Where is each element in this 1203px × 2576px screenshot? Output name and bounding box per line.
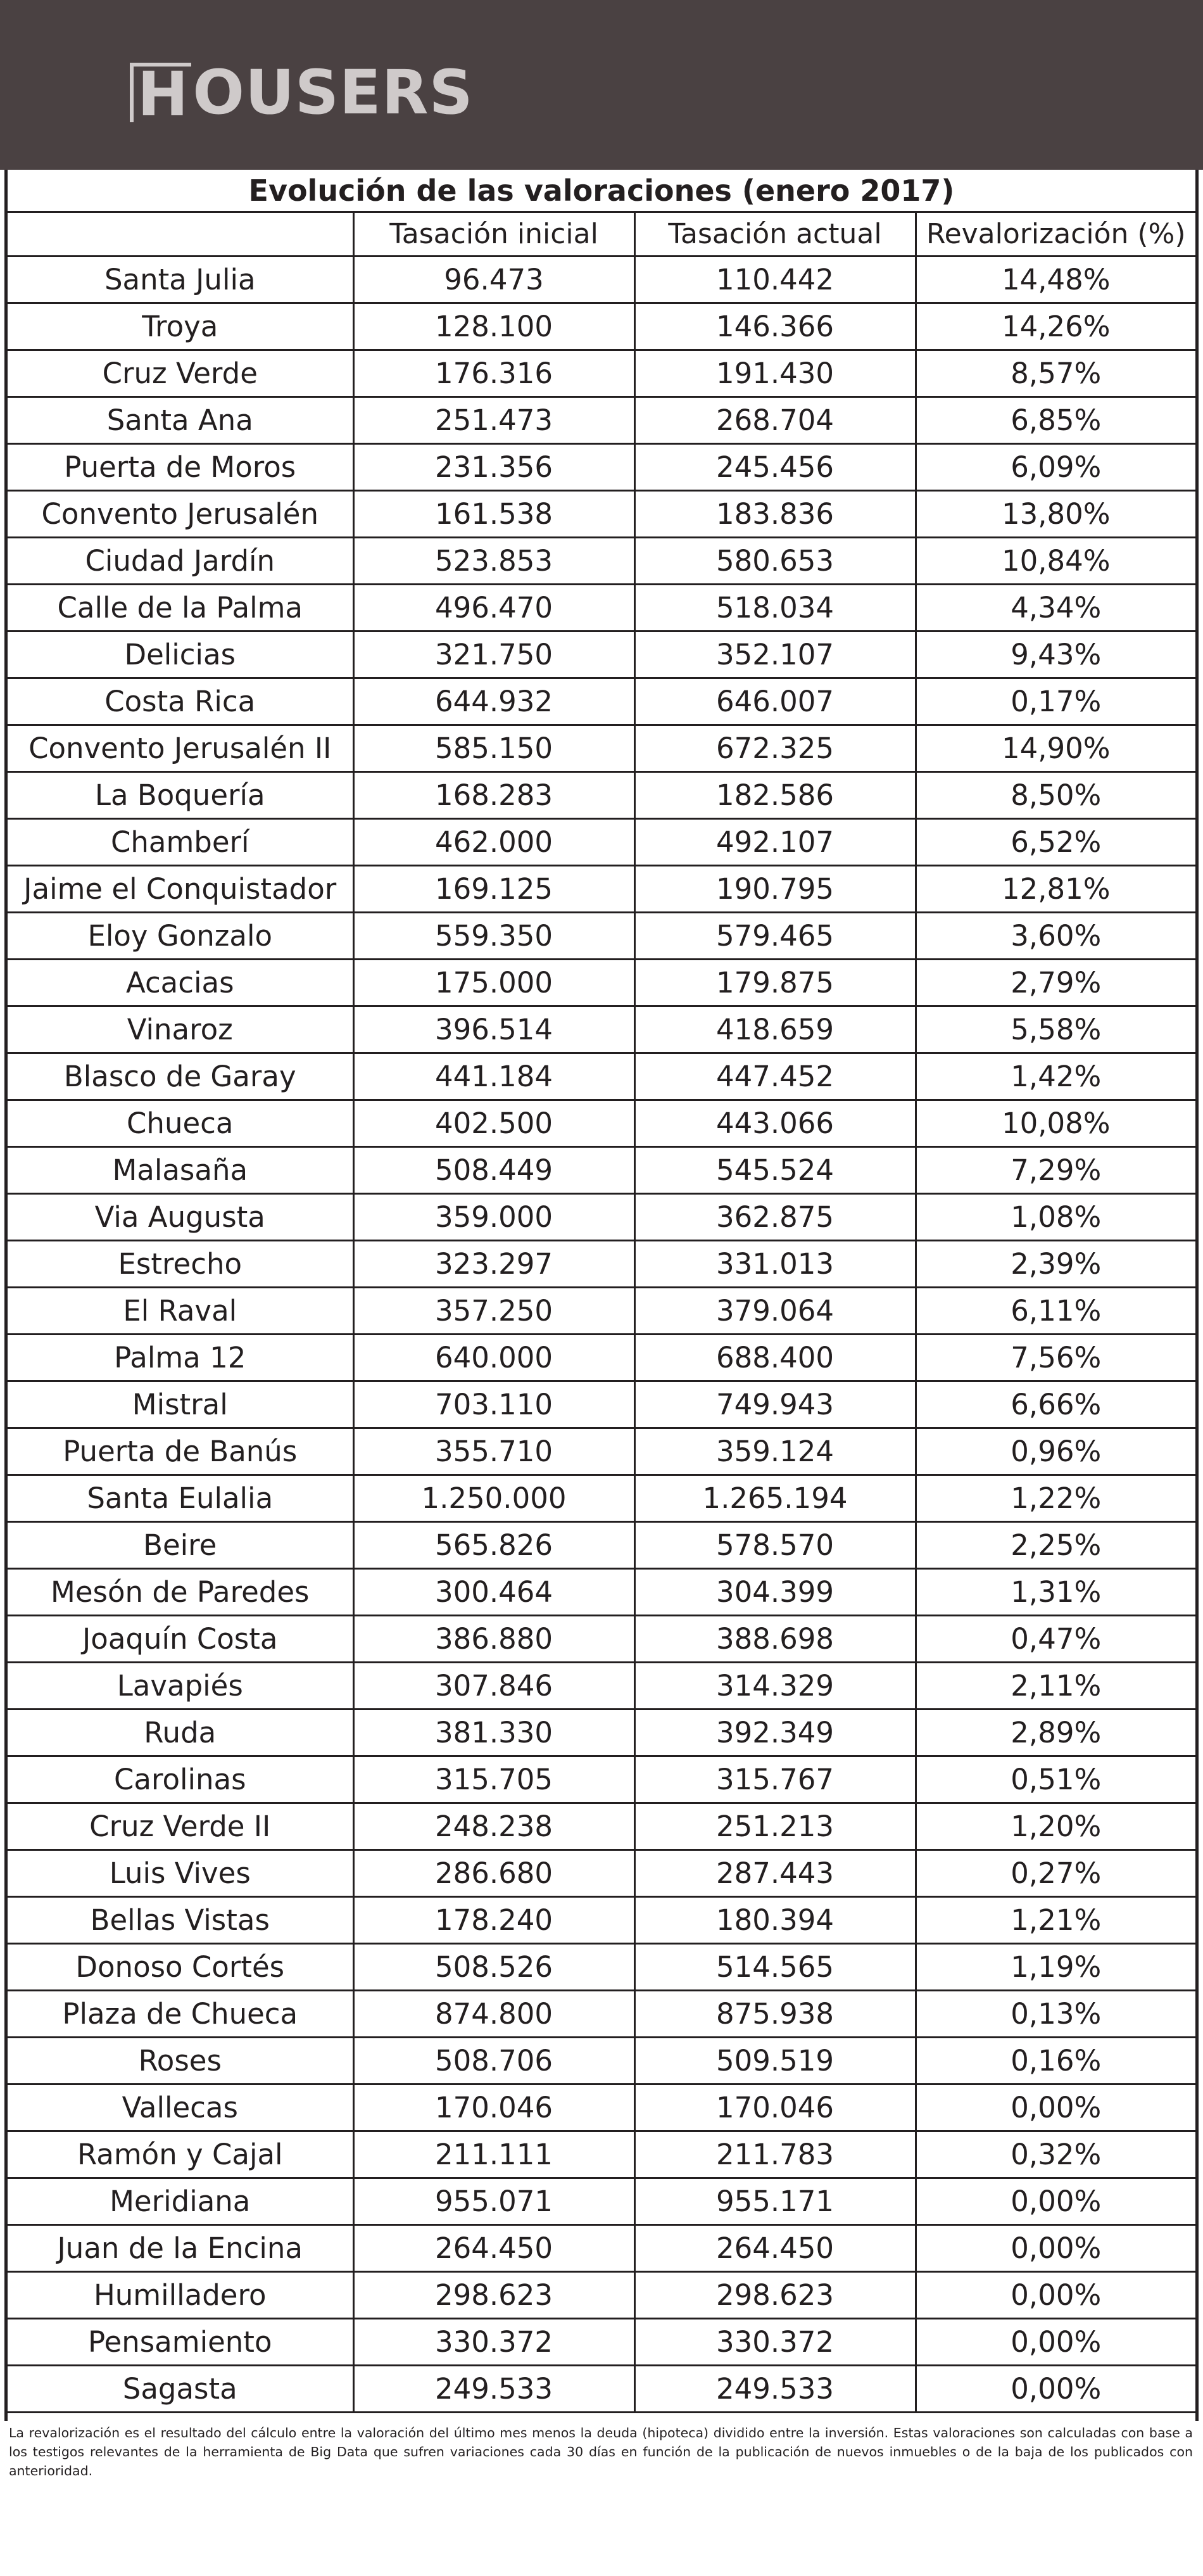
revaluation-cell: 10,08%: [916, 1100, 1195, 1146]
revaluation-cell: 6,66%: [916, 1381, 1195, 1428]
revaluation-cell: 0,27%: [916, 1850, 1195, 1896]
property-name-cell: Pensamiento: [8, 2318, 353, 2365]
column-header-current-valuation: Tasación actual: [634, 213, 916, 256]
table-row: [8, 2131, 1195, 2178]
property-name-cell: Donoso Cortés: [8, 1943, 353, 1990]
revaluation-cell: 14,90%: [916, 725, 1195, 771]
table-row: [8, 303, 1195, 350]
property-name-cell: Joaquín Costa: [8, 1615, 353, 1662]
revaluation-cell: 6,09%: [916, 443, 1195, 490]
initial-valuation-cell: 381.330: [353, 1709, 634, 1756]
bottom-margin: [0, 2527, 1203, 2576]
revaluation-cell: 1,31%: [916, 1568, 1195, 1615]
table-row: [8, 1100, 1195, 1146]
current-valuation-cell: 579.465: [634, 912, 916, 959]
revaluation-cell: 7,56%: [916, 1334, 1195, 1381]
logo-rest: OUSERS: [192, 56, 474, 128]
current-valuation-cell: 251.213: [634, 1803, 916, 1850]
property-name-cell: Cruz Verde: [8, 350, 353, 397]
table-row: [8, 1896, 1195, 1943]
valuations-table: [8, 213, 1195, 2413]
property-name-cell: Delicias: [8, 631, 353, 678]
revaluation-cell: 7,29%: [916, 1146, 1195, 1193]
revaluation-cell: 0,47%: [916, 1615, 1195, 1662]
property-name-cell: Vallecas: [8, 2084, 353, 2131]
table-row: [8, 1475, 1195, 1521]
table-row: [8, 1662, 1195, 1709]
revaluation-cell: 8,57%: [916, 350, 1195, 397]
initial-valuation-cell: 161.538: [353, 490, 634, 537]
housers-logo: [130, 56, 474, 129]
revaluation-cell: 6,52%: [916, 818, 1195, 865]
current-valuation-cell: 331.013: [634, 1240, 916, 1287]
current-valuation-cell: 352.107: [634, 631, 916, 678]
revaluation-cell: 9,43%: [916, 631, 1195, 678]
revaluation-cell: 14,48%: [916, 256, 1195, 303]
current-valuation-cell: 447.452: [634, 1053, 916, 1100]
property-name-cell: Bellas Vistas: [8, 1896, 353, 1943]
column-header-property: [8, 213, 353, 256]
property-name-cell: Via Augusta: [8, 1193, 353, 1240]
property-name-cell: Mistral: [8, 1381, 353, 1428]
current-valuation-cell: 268.704: [634, 397, 916, 443]
current-valuation-cell: 672.325: [634, 725, 916, 771]
initial-valuation-cell: 396.514: [353, 1006, 634, 1053]
table-body: [8, 256, 1195, 2412]
table-row: [8, 256, 1195, 303]
revaluation-cell: 1,21%: [916, 1896, 1195, 1943]
revaluation-cell: 14,26%: [916, 303, 1195, 350]
revaluation-cell: 2,25%: [916, 1521, 1195, 1568]
revaluation-cell: 0,32%: [916, 2131, 1195, 2178]
initial-valuation-cell: 169.125: [353, 865, 634, 912]
property-name-cell: Santa Ana: [8, 397, 353, 443]
table-row: [8, 1568, 1195, 1615]
current-valuation-cell: 170.046: [634, 2084, 916, 2131]
current-valuation-cell: 180.394: [634, 1896, 916, 1943]
revaluation-cell: 1,20%: [916, 1803, 1195, 1850]
property-name-cell: Chamberí: [8, 818, 353, 865]
table-row: [8, 584, 1195, 631]
current-valuation-cell: 518.034: [634, 584, 916, 631]
current-valuation-cell: 443.066: [634, 1100, 916, 1146]
initial-valuation-cell: 249.533: [353, 2365, 634, 2412]
revaluation-cell: 0,13%: [916, 1990, 1195, 2037]
table-row: [8, 1146, 1195, 1193]
table-row: [8, 771, 1195, 818]
initial-valuation-cell: 559.350: [353, 912, 634, 959]
property-name-cell: Juan de la Encina: [8, 2224, 353, 2271]
property-name-cell: Carolinas: [8, 1756, 353, 1803]
property-name-cell: Plaza de Chueca: [8, 1990, 353, 2037]
initial-valuation-cell: 640.000: [353, 1334, 634, 1381]
revaluation-cell: 2,39%: [916, 1240, 1195, 1287]
current-valuation-cell: 362.875: [634, 1193, 916, 1240]
initial-valuation-cell: 508.526: [353, 1943, 634, 1990]
property-name-cell: Calle de la Palma: [8, 584, 353, 631]
table-row: [8, 1287, 1195, 1334]
initial-valuation-cell: 168.283: [353, 771, 634, 818]
current-valuation-cell: 492.107: [634, 818, 916, 865]
column-header-initial-valuation: Tasación inicial: [353, 213, 634, 256]
property-name-cell: Santa Eulalia: [8, 1475, 353, 1521]
initial-valuation-cell: 585.150: [353, 725, 634, 771]
property-name-cell: Lavapiés: [8, 1662, 353, 1709]
revaluation-cell: 6,11%: [916, 1287, 1195, 1334]
revaluation-cell: 0,00%: [916, 2365, 1195, 2412]
current-valuation-cell: 388.698: [634, 1615, 916, 1662]
footnote: La revalorización es el resultado del cálculo entre la valoración del último mes menos la deuda (hipoteca) dividido entre la inversión. Estas valoraciones son calculadas con base a los testigos relevantes de la herramienta de Big Data que sufren variaciones cada 30 días en función de la publicación de nuevos inmuebles o de la baja de los publicados con anterioridad.: [9, 2425, 1193, 2478]
property-name-cell: Estrecho: [8, 1240, 353, 1287]
table-row: [8, 1381, 1195, 1428]
current-valuation-cell: 314.329: [634, 1662, 916, 1709]
table-row: [8, 631, 1195, 678]
current-valuation-cell: 359.124: [634, 1428, 916, 1475]
table-row: [8, 1803, 1195, 1850]
property-name-cell: Jaime el Conquistador: [8, 865, 353, 912]
current-valuation-cell: 146.366: [634, 303, 916, 350]
initial-valuation-cell: 359.000: [353, 1193, 634, 1240]
current-valuation-cell: 179.875: [634, 959, 916, 1006]
initial-valuation-cell: 330.372: [353, 2318, 634, 2365]
current-valuation-cell: 315.767: [634, 1756, 916, 1803]
revaluation-cell: 0,00%: [916, 2318, 1195, 2365]
table-row: [8, 443, 1195, 490]
table-row: [8, 1053, 1195, 1100]
revaluation-cell: 0,00%: [916, 2084, 1195, 2131]
table-row: [8, 678, 1195, 725]
current-valuation-cell: 955.171: [634, 2178, 916, 2224]
valuations-table-container: [4, 170, 1199, 2421]
table-row: [8, 1193, 1195, 1240]
table-row: [8, 818, 1195, 865]
revaluation-cell: 5,58%: [916, 1006, 1195, 1053]
initial-valuation-cell: 248.238: [353, 1803, 634, 1850]
property-name-cell: Troya: [8, 303, 353, 350]
table-row: [8, 912, 1195, 959]
table-row: [8, 2037, 1195, 2084]
property-name-cell: Humilladero: [8, 2271, 353, 2318]
property-name-cell: Malasaña: [8, 1146, 353, 1193]
initial-valuation-cell: 508.706: [353, 2037, 634, 2084]
property-name-cell: Ramón y Cajal: [8, 2131, 353, 2178]
table-row: [8, 1615, 1195, 1662]
initial-valuation-cell: 176.316: [353, 350, 634, 397]
revaluation-cell: 1,42%: [916, 1053, 1195, 1100]
table-row: [8, 1240, 1195, 1287]
initial-valuation-cell: 128.100: [353, 303, 634, 350]
initial-valuation-cell: 386.880: [353, 1615, 634, 1662]
initial-valuation-cell: 231.356: [353, 443, 634, 490]
initial-valuation-cell: 211.111: [353, 2131, 634, 2178]
initial-valuation-cell: 955.071: [353, 2178, 634, 2224]
table-row: [8, 2084, 1195, 2131]
initial-valuation-cell: 286.680: [353, 1850, 634, 1896]
current-valuation-cell: 509.519: [634, 2037, 916, 2084]
current-valuation-cell: 298.623: [634, 2271, 916, 2318]
property-name-cell: El Raval: [8, 1287, 353, 1334]
current-valuation-cell: 264.450: [634, 2224, 916, 2271]
current-valuation-cell: 245.456: [634, 443, 916, 490]
table-row: [8, 2271, 1195, 2318]
property-name-cell: Ciudad Jardín: [8, 537, 353, 584]
current-valuation-cell: 418.659: [634, 1006, 916, 1053]
current-valuation-cell: 688.400: [634, 1334, 916, 1381]
initial-valuation-cell: 175.000: [353, 959, 634, 1006]
property-name-cell: Chueca: [8, 1100, 353, 1146]
initial-valuation-cell: 496.470: [353, 584, 634, 631]
revaluation-cell: 1,08%: [916, 1193, 1195, 1240]
logo-first-letter: H: [130, 63, 191, 122]
property-name-cell: Roses: [8, 2037, 353, 2084]
table-row: [8, 1334, 1195, 1381]
property-name-cell: Puerta de Moros: [8, 443, 353, 490]
revaluation-cell: 1,22%: [916, 1475, 1195, 1521]
current-valuation-cell: 580.653: [634, 537, 916, 584]
initial-valuation-cell: 508.449: [353, 1146, 634, 1193]
revaluation-cell: 0,17%: [916, 678, 1195, 725]
revaluation-cell: 10,84%: [916, 537, 1195, 584]
table-row: [8, 2365, 1195, 2412]
property-name-cell: Cruz Verde II: [8, 1803, 353, 1850]
initial-valuation-cell: 1.250.000: [353, 1475, 634, 1521]
table-row: [8, 865, 1195, 912]
current-valuation-cell: 514.565: [634, 1943, 916, 1990]
table-row: [8, 1990, 1195, 2037]
current-valuation-cell: 211.783: [634, 2131, 916, 2178]
revaluation-cell: 13,80%: [916, 490, 1195, 537]
initial-valuation-cell: 441.184: [353, 1053, 634, 1100]
current-valuation-cell: 110.442: [634, 256, 916, 303]
revaluation-cell: 0,00%: [916, 2178, 1195, 2224]
property-name-cell: Luis Vives: [8, 1850, 353, 1896]
table-row: [8, 397, 1195, 443]
initial-valuation-cell: 251.473: [353, 397, 634, 443]
table-row: [8, 1709, 1195, 1756]
initial-valuation-cell: 315.705: [353, 1756, 634, 1803]
revaluation-cell: 0,51%: [916, 1756, 1195, 1803]
revaluation-cell: 0,96%: [916, 1428, 1195, 1475]
property-name-cell: Blasco de Garay: [8, 1053, 353, 1100]
current-valuation-cell: 330.372: [634, 2318, 916, 2365]
initial-valuation-cell: 321.750: [353, 631, 634, 678]
property-name-cell: Palma 12: [8, 1334, 353, 1381]
initial-valuation-cell: 300.464: [353, 1568, 634, 1615]
initial-valuation-cell: 523.853: [353, 537, 634, 584]
table-row: [8, 537, 1195, 584]
initial-valuation-cell: 178.240: [353, 1896, 634, 1943]
current-valuation-cell: 749.943: [634, 1381, 916, 1428]
table-row: [8, 1943, 1195, 1990]
property-name-cell: La Boquería: [8, 771, 353, 818]
table-row: [8, 1521, 1195, 1568]
table-row: [8, 959, 1195, 1006]
revaluation-cell: 8,50%: [916, 771, 1195, 818]
table-row: [8, 725, 1195, 771]
initial-valuation-cell: 307.846: [353, 1662, 634, 1709]
revaluation-cell: 2,79%: [916, 959, 1195, 1006]
revaluation-cell: 2,11%: [916, 1662, 1195, 1709]
revaluation-cell: 0,00%: [916, 2271, 1195, 2318]
initial-valuation-cell: 357.250: [353, 1287, 634, 1334]
table-row: [8, 490, 1195, 537]
table-row: [8, 1006, 1195, 1053]
current-valuation-cell: 190.795: [634, 865, 916, 912]
property-name-cell: Mesón de Paredes: [8, 1568, 353, 1615]
revaluation-cell: 12,81%: [916, 865, 1195, 912]
property-name-cell: Convento Jerusalén: [8, 490, 353, 537]
property-name-cell: Eloy Gonzalo: [8, 912, 353, 959]
initial-valuation-cell: 323.297: [353, 1240, 634, 1287]
initial-valuation-cell: 565.826: [353, 1521, 634, 1568]
header-banner: [0, 0, 1203, 170]
table-row: [8, 350, 1195, 397]
table-row: [8, 1756, 1195, 1803]
initial-valuation-cell: 264.450: [353, 2224, 634, 2271]
current-valuation-cell: 379.064: [634, 1287, 916, 1334]
property-name-cell: Sagasta: [8, 2365, 353, 2412]
property-name-cell: Santa Julia: [8, 256, 353, 303]
current-valuation-cell: 287.443: [634, 1850, 916, 1896]
current-valuation-cell: 182.586: [634, 771, 916, 818]
initial-valuation-cell: 462.000: [353, 818, 634, 865]
property-name-cell: Costa Rica: [8, 678, 353, 725]
current-valuation-cell: 304.399: [634, 1568, 916, 1615]
property-name-cell: Ruda: [8, 1709, 353, 1756]
table-title: Evolución de las valoraciones (enero 2017): [8, 170, 1195, 213]
revaluation-cell: 6,85%: [916, 397, 1195, 443]
current-valuation-cell: 646.007: [634, 678, 916, 725]
property-name-cell: Beire: [8, 1521, 353, 1568]
initial-valuation-cell: 644.932: [353, 678, 634, 725]
column-header-revaluation: Revalorización (%): [916, 213, 1195, 256]
revaluation-cell: 1,19%: [916, 1943, 1195, 1990]
initial-valuation-cell: 355.710: [353, 1428, 634, 1475]
current-valuation-cell: 392.349: [634, 1709, 916, 1756]
current-valuation-cell: 545.524: [634, 1146, 916, 1193]
initial-valuation-cell: 298.623: [353, 2271, 634, 2318]
table-row: [8, 2318, 1195, 2365]
property-name-cell: Vinaroz: [8, 1006, 353, 1053]
current-valuation-cell: 183.836: [634, 490, 916, 537]
table-row: [8, 1428, 1195, 1475]
property-name-cell: Puerta de Banús: [8, 1428, 353, 1475]
initial-valuation-cell: 703.110: [353, 1381, 634, 1428]
current-valuation-cell: 1.265.194: [634, 1475, 916, 1521]
initial-valuation-cell: 96.473: [353, 256, 634, 303]
initial-valuation-cell: 170.046: [353, 2084, 634, 2131]
table-row: [8, 1850, 1195, 1896]
current-valuation-cell: 875.938: [634, 1990, 916, 2037]
revaluation-cell: 0,00%: [916, 2224, 1195, 2271]
table-row: [8, 2224, 1195, 2271]
revaluation-cell: 2,89%: [916, 1709, 1195, 1756]
property-name-cell: Acacias: [8, 959, 353, 1006]
header-row: [8, 213, 1195, 256]
revaluation-cell: 4,34%: [916, 584, 1195, 631]
revaluation-cell: 0,16%: [916, 2037, 1195, 2084]
revaluation-cell: 3,60%: [916, 912, 1195, 959]
property-name-cell: Meridiana: [8, 2178, 353, 2224]
table-row: [8, 2178, 1195, 2224]
current-valuation-cell: 578.570: [634, 1521, 916, 1568]
initial-valuation-cell: 402.500: [353, 1100, 634, 1146]
current-valuation-cell: 249.533: [634, 2365, 916, 2412]
property-name-cell: Convento Jerusalén II: [8, 725, 353, 771]
current-valuation-cell: 191.430: [634, 350, 916, 397]
initial-valuation-cell: 874.800: [353, 1990, 634, 2037]
